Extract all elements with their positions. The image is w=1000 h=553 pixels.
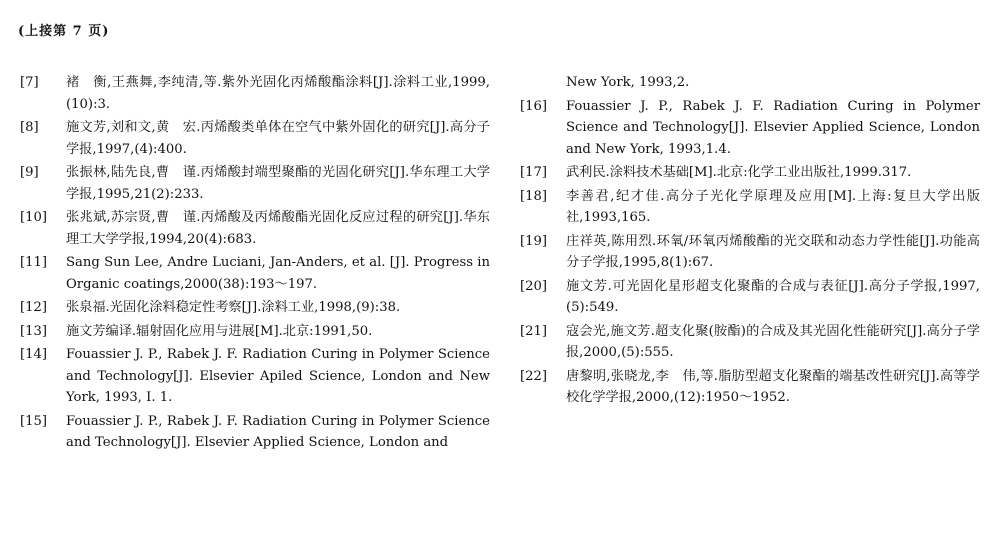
reference-item: [20, 72, 490, 115]
reference-number: [21]: [520, 323, 548, 339]
reference-continuation: New York, 1993,2.: [566, 75, 690, 90]
continuation-note: (上接第 7 页): [18, 24, 110, 39]
reference-text: 施文芳,刘和文,黄 宏.丙烯酸类单体在空气中紫外固化的研究[J].高分子学报,1997,(4):400.: [66, 120, 490, 157]
reference-text: 武利民.涂料技术基础[M].北京:化学工业出版社,1999.317.: [566, 165, 912, 180]
reference-text: 张泉福.光固化涂料稳定性考察[J].涂料工业,1998,(9):38.: [66, 300, 401, 315]
reference-text: 庄祥英,陈用烈.环氧/环氧丙烯酸酯的光交联和动态力学性能[J].功能高分子学报,1995,8(1):67.: [566, 233, 980, 270]
reference-item: [520, 96, 980, 161]
reference-item: [20, 252, 490, 295]
reference-item: [20, 344, 490, 409]
reference-item: [20, 117, 490, 160]
reference-number: [20]: [520, 278, 548, 294]
reference-item: [20, 207, 490, 250]
reference-number: [13]: [20, 323, 48, 339]
left-reference-column: [20, 72, 490, 456]
reference-text: 张振林,陆先良,曹 谨.丙烯酸封端型聚酯的光固化研究[J].华东理工大学学报,1995,21(2):233.: [66, 165, 490, 202]
reference-text: 褚 衡,王燕舞,李纯清,等.紫外光固化丙烯酸酯涂料[J].涂料工业,1999,(10):3.: [66, 75, 490, 112]
reference-item: [520, 231, 980, 274]
reference-text: Sang Sun Lee, Andre Luciani, Jan-Anders, et al. [J]. Progress in Organic coatings,2000(38):193～197.: [66, 255, 490, 292]
reference-text: 唐黎明,张晓龙,李 伟,等.脂肪型超支化聚酯的端基改性研究[J].高等学校化学学报,2000,(12):1950～1952.: [566, 368, 980, 405]
reference-number: [8]: [20, 120, 39, 135]
reference-item: [520, 366, 980, 409]
reference-number: [16]: [520, 98, 548, 114]
reference-item: [20, 411, 490, 454]
reference-text: Fouassier J. P., Rabek J. F. Radiation Curing in Polymer Science and Technology[J]. Elsevier Apiled Science, London and New York, 1993, I. 1.: [66, 347, 490, 405]
reference-number: [19]: [520, 233, 548, 249]
reference-text: 施文芳.可光固化星形超支化聚酯的合成与表征[J].高分子学报,1997,(5):549.: [566, 278, 980, 315]
reference-item: [20, 321, 490, 343]
reference-text: 施文芳编译.辐射固化应用与进展[M].北京:1991,50.: [66, 323, 373, 339]
reference-number: [9]: [20, 165, 39, 180]
reference-item: [20, 297, 490, 319]
reference-text: 寇会光,施文芳.超支化聚(胺酯)的合成及其光固化性能研究[J].高分子学报,2000,(5):555.: [566, 323, 980, 360]
reference-item: [520, 321, 980, 364]
reference-number: [15]: [20, 413, 48, 429]
reference-item: [20, 162, 490, 205]
reference-number: [14]: [20, 347, 48, 362]
reference-number: [11]: [20, 255, 48, 270]
reference-item: [520, 162, 980, 184]
right-reference-column: [520, 72, 980, 411]
reference-text: 李善君,纪才佳.高分子光化学原理及应用[M].上海:复旦大学出版社,1993,165.: [566, 188, 980, 225]
reference-text: 张兆斌,苏宗贤,曹 谨.丙烯酸及丙烯酸酯光固化反应过程的研究[J].华东理工大学学报,1994,20(4):683.: [66, 210, 490, 247]
reference-text: Fouassier J. P., Rabek J. F. Radiation Curing in Polymer Science and Technology[J]. Elsevier Applied Science, London and: [66, 413, 490, 450]
reference-number: [12]: [20, 300, 48, 315]
reference-number: [10]: [20, 210, 48, 225]
reference-number: [17]: [520, 165, 548, 180]
reference-number: [18]: [520, 188, 548, 204]
reference-number: [7]: [20, 75, 39, 90]
reference-item: [520, 276, 980, 319]
reference-number: [22]: [520, 368, 548, 384]
reference-item: [520, 186, 980, 229]
reference-text: Fouassier J. P., Rabek J. F. Radiation Curing in Polymer Science and Technology[J]. Elsevier Applied Science, London and New York, 1993,1.4.: [566, 98, 980, 157]
